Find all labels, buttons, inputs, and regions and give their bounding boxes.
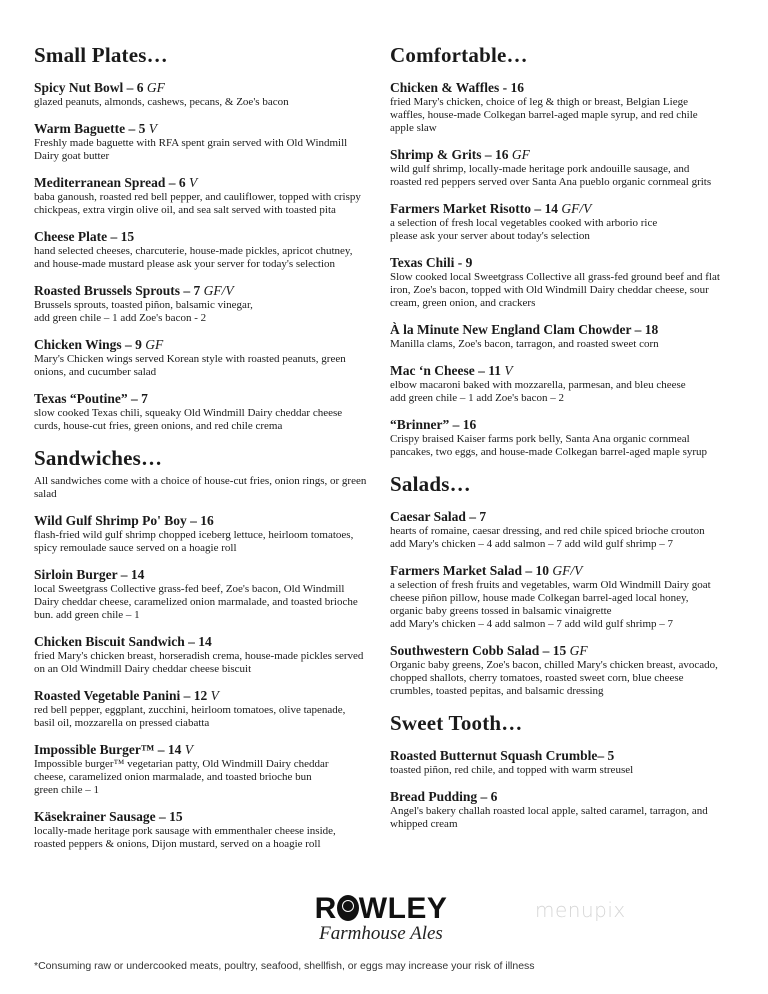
menu-item — [34, 121, 386, 163]
item-description: curds, house-cut fries, green onions, and red chile crema — [34, 420, 283, 432]
item-description: roasted peppers & onions, Dijon mustard, served on a hoagie roll — [34, 838, 321, 850]
item-name: Warm Baguette – 5 — [34, 121, 146, 136]
item-name: “Brinner” – 16 — [390, 417, 477, 432]
menu-item — [34, 634, 386, 676]
item-name: Southwestern Cobb Salad – 15 — [390, 643, 567, 658]
menu-item — [390, 643, 752, 698]
item-heading — [390, 509, 752, 525]
item-description: Manilla clams, Zoe's bacon, tarragon, and roasted sweet corn — [390, 338, 659, 350]
section-title: Salads… — [390, 472, 471, 496]
item-description: fried Mary's chicken, choice of leg & thigh or breast, Belgian Liege — [390, 96, 688, 108]
dietary-tag: V — [210, 688, 219, 703]
menu-item — [34, 809, 386, 851]
menu-section — [390, 710, 752, 831]
menu-column-left — [34, 42, 386, 863]
health-disclaimer: *Consuming raw or undercooked meats, poultry, seafood, shellfish, or eggs may increase your risk of illness — [34, 960, 535, 972]
item-description: Angel's bakery challah roasted local apple, salted caramel, tarragon, and — [390, 805, 708, 817]
item-description: and house-made mustard please ask your server for today's selection — [34, 258, 336, 270]
item-description: whipped cream — [390, 818, 458, 830]
item-description: on an Old Windmill Dairy cheddar cheese biscuit — [34, 663, 252, 675]
item-heading — [34, 391, 386, 407]
item-description: crumbles, toasted pepitas, and balsamic dressing — [390, 685, 604, 697]
item-description: locally-made heritage pork sausage with emmenthaler cheese inside, — [34, 825, 336, 837]
item-description: Dairy goat butter — [34, 150, 110, 162]
item-description: organic baby greens tossed in balsamic vinaigrette — [390, 605, 612, 617]
item-heading — [390, 201, 752, 217]
item-description: fried Mary's chicken breast, horseradish crema, house-made pickles served — [34, 650, 364, 662]
item-description: iron, Zoe's bacon, topped with Old Windmill Dairy cheddar cheese, sour — [390, 284, 709, 296]
dietary-tag: GF/V — [203, 283, 234, 298]
item-description: add green chile – 1 add Zoe's bacon – 2 — [390, 392, 564, 404]
item-name: Texas “Poutine” – 7 — [34, 391, 148, 406]
item-name: Chicken Biscuit Sandwich – 14 — [34, 634, 212, 649]
menupix-watermark: menupix — [535, 898, 626, 922]
item-description: cream, green onion, and crackers — [390, 297, 536, 309]
dietary-tag: GF/V — [561, 201, 592, 216]
item-description: Brussels sprouts, toasted piñon, balsamic vinegar, — [34, 299, 253, 311]
menu-item — [34, 283, 386, 325]
menu-item — [34, 742, 386, 797]
menu-item — [34, 391, 386, 433]
menu-item — [34, 175, 386, 217]
menu-item — [390, 322, 752, 351]
menu-section — [390, 471, 752, 698]
menu-item — [390, 201, 752, 243]
item-name: À la Minute New England Clam Chowder – 18 — [390, 322, 659, 337]
item-description: green chile – 1 — [34, 784, 100, 796]
item-heading — [390, 255, 752, 271]
item-description: Crispy braised Kaiser farms pork belly, Santa Ana organic cornmeal — [390, 433, 690, 445]
item-heading — [34, 567, 386, 583]
item-description: hand selected cheeses, charcuterie, house-made pickles, apricot chutney, — [34, 245, 353, 257]
item-heading — [390, 789, 752, 805]
item-description: roasted red peppers served over Santa Ana pueblo organic cornmeal grits — [390, 176, 712, 188]
item-heading — [390, 80, 752, 96]
menu-item — [34, 513, 386, 555]
section-title: Sweet Tooth… — [390, 711, 523, 735]
item-description: glazed peanuts, almonds, cashews, pecans, & Zoe's bacon — [34, 96, 289, 108]
item-name: Chicken & Waffles - 16 — [390, 80, 524, 95]
menu-item — [390, 417, 752, 459]
menu-item — [390, 80, 752, 135]
item-name: Cheese Plate – 15 — [34, 229, 135, 244]
section-title: Comfortable… — [390, 43, 528, 67]
item-heading — [34, 809, 386, 825]
item-name: Texas Chili - 9 — [390, 255, 473, 270]
item-heading — [390, 643, 752, 659]
dietary-tag: V — [184, 742, 194, 757]
dietary-tag: V — [504, 363, 513, 378]
item-description: a selection of fresh fruits and vegetables, warm Old Windmill Dairy goat — [390, 579, 711, 591]
item-heading — [390, 748, 752, 764]
dietary-tag: GF — [145, 337, 164, 352]
item-description: basil oil, mozzarella on pressed ciabatta — [34, 717, 210, 729]
menu-item — [390, 255, 752, 310]
item-description: add Mary's chicken – 4 add salmon – 7 add wild gulf shrimp – 7 — [390, 538, 674, 550]
menu-section — [34, 42, 386, 433]
logo-letters: WLEY — [358, 892, 448, 925]
menu-item — [390, 789, 752, 831]
item-description: Slow cooked local Sweetgrass Collective all grass-fed ground beef and flat — [390, 271, 720, 283]
item-description: add Mary's chicken – 4 add salmon – 7 add wild gulf shrimp – 7 — [390, 618, 674, 630]
rose-icon — [337, 895, 359, 921]
item-name: Shrimp & Grits – 16 — [390, 147, 509, 162]
item-description: chopped shallots, cherry tomatoes, roasted sweet corn, blue cheese — [390, 672, 684, 684]
logo-letter-r: R — [314, 892, 337, 925]
item-name: Farmers Market Salad – 10 — [390, 563, 549, 578]
item-name: Bread Pudding – 6 — [390, 789, 498, 804]
item-description: baba ganoush, roasted red bell pepper, and cauliflower, topped with crispy — [34, 191, 361, 203]
item-heading — [34, 634, 386, 650]
item-name: Sirloin Burger – 14 — [34, 567, 145, 582]
item-description: onions, and cucumber salad — [34, 366, 157, 378]
item-description: chickpeas, extra virgin olive oil, and sea salt served with toasted pita — [34, 204, 336, 216]
item-heading — [34, 121, 386, 137]
dietary-tag: V — [189, 175, 198, 190]
item-description: cheese piñon pillow, house made Colkegan barrel-aged local honey, — [390, 592, 689, 604]
item-name: Impossible Burger™ – 14 — [34, 742, 182, 757]
menu-item — [34, 688, 386, 730]
item-heading — [34, 513, 386, 529]
item-description: Organic baby greens, Zoe's bacon, chilled Mary's chicken breast, avocado, — [390, 659, 718, 671]
item-description: Dairy cheddar cheese, caramelized onion marmalade, and toasted brioche — [34, 596, 358, 608]
item-heading — [390, 147, 752, 163]
section-title: Small Plates… — [34, 43, 168, 67]
dietary-tag: GF — [569, 643, 588, 658]
menu-column-right — [390, 42, 752, 843]
item-heading — [34, 229, 386, 245]
item-description: Mary's Chicken wings served Korean style with roasted peanuts, green — [34, 353, 346, 365]
item-name: Chicken Wings – 9 — [34, 337, 142, 352]
logo-subtitle: Farmhouse Ales — [319, 923, 443, 944]
item-name: Spicy Nut Bowl – 6 — [34, 80, 144, 95]
item-name: Roasted Vegetable Panini – 12 — [34, 688, 208, 703]
menu-section — [34, 445, 386, 851]
item-description: local Sweetgrass Collective grass-fed beef, Zoe's bacon, Old Windmill — [34, 583, 345, 595]
item-description: spicy remoulade sauce served on a hoagie roll — [34, 542, 237, 554]
item-heading — [390, 417, 752, 433]
item-description: elbow macaroni baked with mozzarella, parmesan, and bleu cheese — [390, 379, 686, 391]
menu-item — [34, 337, 386, 379]
item-name: Wild Gulf Shrimp Po' Boy – 16 — [34, 513, 214, 528]
item-heading — [390, 563, 752, 579]
item-description: waffles, house-made Colkegan barrel-aged maple syrup, and red chile — [390, 109, 698, 121]
item-description: apple slaw — [390, 122, 437, 134]
item-name: Käsekrainer Sausage – 15 — [34, 809, 183, 824]
item-heading — [390, 363, 752, 379]
item-description: hearts of romaine, caesar dressing, and red chile spiced brioche crouton — [390, 525, 705, 537]
item-heading — [34, 175, 386, 191]
item-description: Impossible burger™ vegetarian patty, Old Windmill Dairy cheddar — [34, 758, 329, 770]
item-heading — [34, 80, 386, 96]
menu-section — [390, 42, 752, 459]
section-note: All sandwiches come with a choice of house-cut fries, onion rings, or green salad — [34, 475, 367, 500]
item-name: Roasted Brussels Sprouts – 7 — [34, 283, 201, 298]
item-name: Roasted Butternut Squash Crumble– 5 — [390, 748, 615, 763]
item-description: pancakes, two eggs, and house-made Colkegan barrel-aged maple syrup — [390, 446, 708, 458]
menu-item — [390, 147, 752, 189]
rowley-logo — [306, 894, 456, 944]
item-name: Mac ‘n Cheese – 11 — [390, 363, 501, 378]
item-description: Freshly made baguette with RFA spent grain served with Old Windmill — [34, 137, 348, 149]
item-heading — [34, 337, 386, 353]
item-description: wild gulf shrimp, locally-made heritage pork andouille sausage, and — [390, 163, 690, 175]
item-description: slow cooked Texas chili, squeaky Old Windmill Dairy cheddar cheese — [34, 407, 343, 419]
menu-item — [34, 80, 386, 109]
menu-item — [390, 563, 752, 631]
dietary-tag: GF — [146, 80, 165, 95]
menu-item — [390, 509, 752, 551]
menu-item — [390, 748, 752, 777]
menu-item — [34, 229, 386, 271]
item-description: please ask your server about today's selection — [390, 230, 590, 242]
dietary-tag: GF/V — [552, 563, 583, 578]
item-description: red bell pepper, eggplant, zucchini, heirloom tomatoes, olive tapenade, — [34, 704, 346, 716]
item-description: cheese, caramelized onion marmalade, and toasted brioche bun — [34, 771, 312, 783]
dietary-tag: V — [148, 121, 157, 136]
item-description: add green chile – 1 add Zoe's bacon - 2 — [34, 312, 207, 324]
item-description: bun. add green chile – 1 — [34, 609, 140, 621]
section-title: Sandwiches… — [34, 446, 163, 470]
item-name: Caesar Salad – 7 — [390, 509, 487, 524]
menu-item — [34, 567, 386, 622]
item-heading — [390, 322, 752, 338]
item-name: Mediterranean Spread – 6 — [34, 175, 186, 190]
item-description: flash-fried wild gulf shrimp chopped iceberg lettuce, heirloom tomatoes, — [34, 529, 354, 541]
item-description: toasted piñon, red chile, and topped with warm streusel — [390, 764, 634, 776]
dietary-tag: GF — [511, 147, 530, 162]
item-heading — [34, 742, 386, 758]
item-heading — [34, 688, 386, 704]
menu-item — [390, 363, 752, 405]
item-name: Farmers Market Risotto – 14 — [390, 201, 558, 216]
item-description: a selection of fresh local vegetables cooked with arborio rice — [390, 217, 658, 229]
item-heading — [34, 283, 386, 299]
